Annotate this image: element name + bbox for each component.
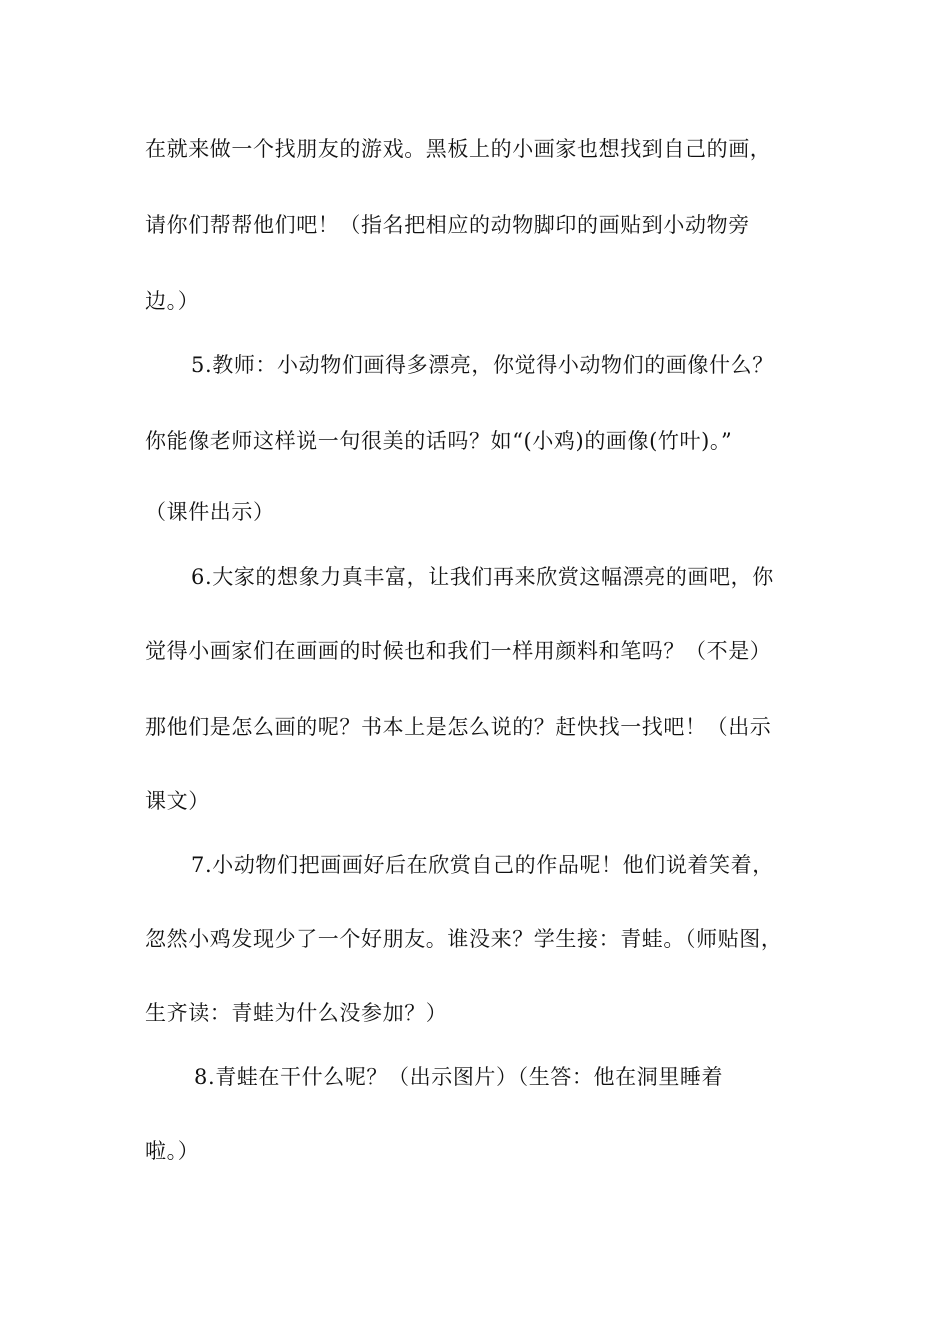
text-line-3: 边。） bbox=[145, 289, 200, 313]
text-line-4: 5.教师：小动物们画得多漂亮，你觉得小动物们的画像什么？ bbox=[191, 353, 774, 377]
text-line-10: 课文） bbox=[145, 789, 210, 813]
text-line-1: 在就来做一个找朋友的游戏。黑板上的小画家也想找到自己的画， bbox=[145, 137, 772, 161]
text-line-5: 你能像老师这样说一句很美的话吗？如“(小鸡)的画像(竹叶)。” bbox=[145, 429, 733, 453]
text-line-13: 生齐读：青蛙为什么没参加？） bbox=[145, 1001, 448, 1025]
text-line-7: 6.大家的想象力真丰富，让我们再来欣赏这幅漂亮的画吧，你 bbox=[191, 565, 774, 589]
text-line-14: 8.青蛙在干什么呢？（出示图片）（生答：他在洞里睡着 bbox=[194, 1065, 724, 1089]
text-line-15: 啦。） bbox=[145, 1139, 200, 1163]
text-line-9: 那他们是怎么画的呢？书本上是怎么说的？赶快找一找吧！（出示 bbox=[145, 715, 772, 739]
text-line-6: （课件出示） bbox=[145, 500, 275, 524]
text-line-11: 7.小动物们把画画好后在欣赏自己的作品呢！他们说着笑着， bbox=[191, 853, 774, 877]
text-line-2: 请你们帮帮他们吧！（指名把相应的动物脚印的画贴到小动物旁 bbox=[145, 213, 750, 237]
text-line-8: 觉得小画家们在画画的时候也和我们一样用颜料和笔吗？（不是） bbox=[145, 639, 772, 663]
text-line-12: 忽然小鸡发现少了一个好朋友。谁没来？学生接：青蛙。（师贴图， bbox=[145, 927, 783, 951]
